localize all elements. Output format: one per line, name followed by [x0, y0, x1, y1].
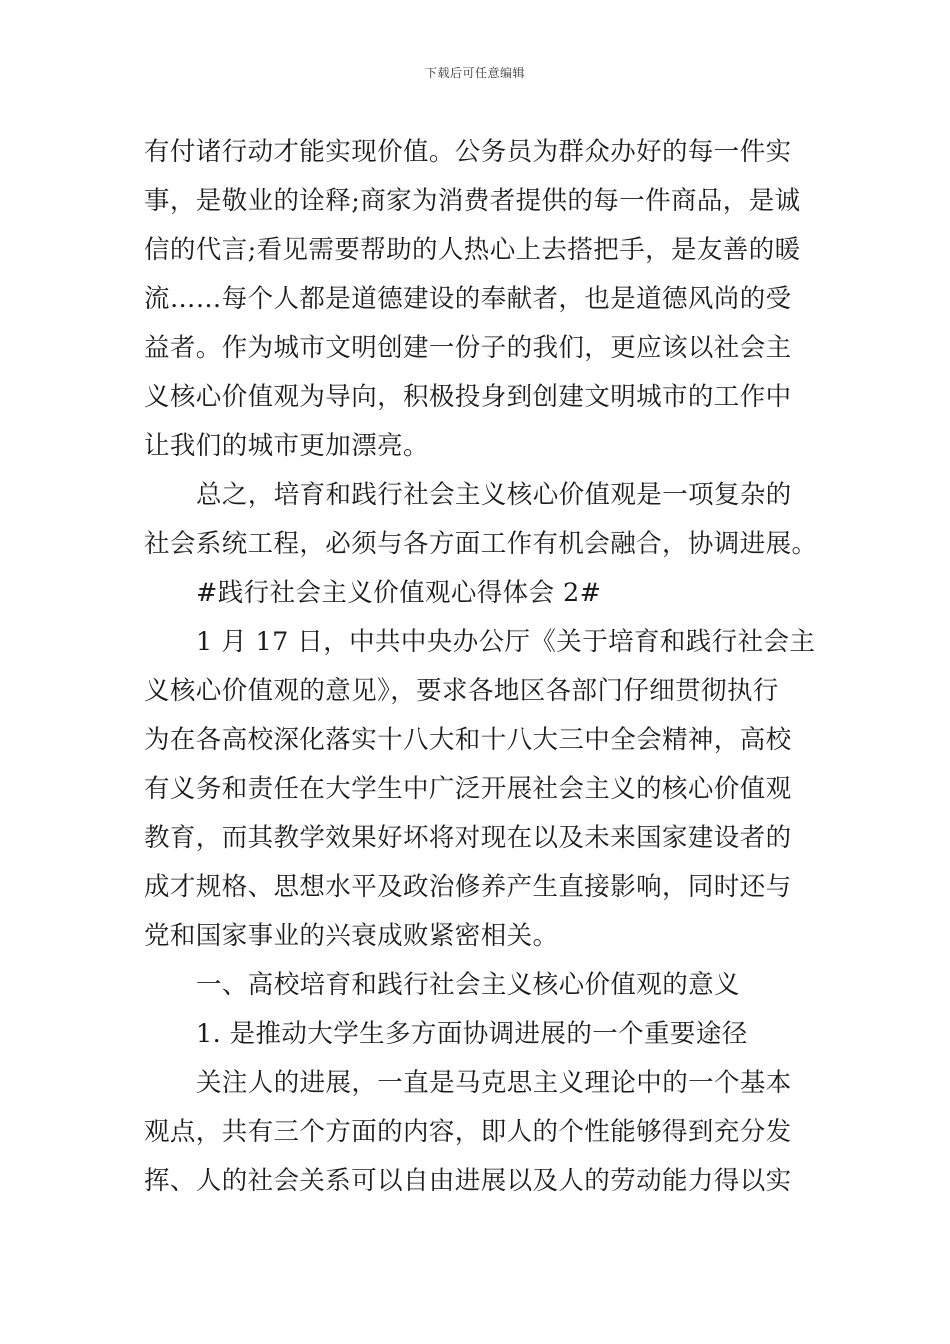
- subheading: 1. 是推动大学生多方面协调进展的一个重要途径: [196, 1019, 748, 1049]
- text-line: 挥、人的社会关系可以自由进展以及人的劳动能力得以实: [144, 1166, 792, 1196]
- text-line: 党和国家事业的兴衰成败紧密相关。: [144, 921, 559, 951]
- paragraph-start-line: 关注人的进展，一直是马克思主义理论中的一个基本: [196, 1068, 792, 1098]
- text-line: 社会系统工程，必须与各方面工作有机会融合，协调进展。: [144, 529, 818, 559]
- text-line: 义核心价值观的意见》，要求各地区各部门仔细贯彻执行: [144, 676, 779, 706]
- paragraph-start-line: 总之，培育和践行社会主义核心价值观是一项复杂的: [196, 480, 792, 510]
- text-line: 有义务和责任在大学生中广泛开展社会主义的核心价值观: [144, 774, 792, 804]
- text-line: 有付诸行动才能实现价值。公务员为群众办好的每一件实: [144, 137, 792, 167]
- text-line: 益者。作为城市文明创建一份子的我们，更应该以社会主: [144, 333, 792, 363]
- text-line: 义核心价值观为导向，积极投身到创建文明城市的工作中: [144, 382, 792, 412]
- paragraph-start-line: 1 月 17 日，中共中央办公厅《关于培育和践行社会主: [196, 627, 816, 657]
- text-line: 为在各高校深化落实十八大和十八大三中全会精神，高校: [144, 725, 792, 755]
- text-line: 教育，而其教学效果好坏将对现在以及未来国家建设者的: [144, 823, 792, 853]
- text-line: 信的代言;看见需要帮助的人热心上去搭把手，是友善的暖: [144, 235, 801, 265]
- text-line: 事，是敬业的诠释;商家为消费者提供的每一件商品，是诚: [144, 186, 801, 216]
- text-line: 流……每个人都是道德建设的奉献者，也是道德风尚的受: [144, 284, 792, 314]
- text-line: 让我们的城市更加漂亮。: [144, 431, 429, 461]
- text-line: 观点，共有三个方面的内容，即人的个性能够得到充分发: [144, 1117, 792, 1147]
- subheading: 一、高校培育和践行社会主义核心价值观的意义: [196, 970, 740, 1000]
- page-header: 下载后可任意编辑: [424, 66, 525, 80]
- body-text: [144, 128, 818, 1206]
- section-heading: #践行社会主义价值观心得体会 2#: [196, 578, 602, 608]
- text-line: 成才规格、思想水平及政治修养产生直接影响，同时还与: [144, 872, 792, 902]
